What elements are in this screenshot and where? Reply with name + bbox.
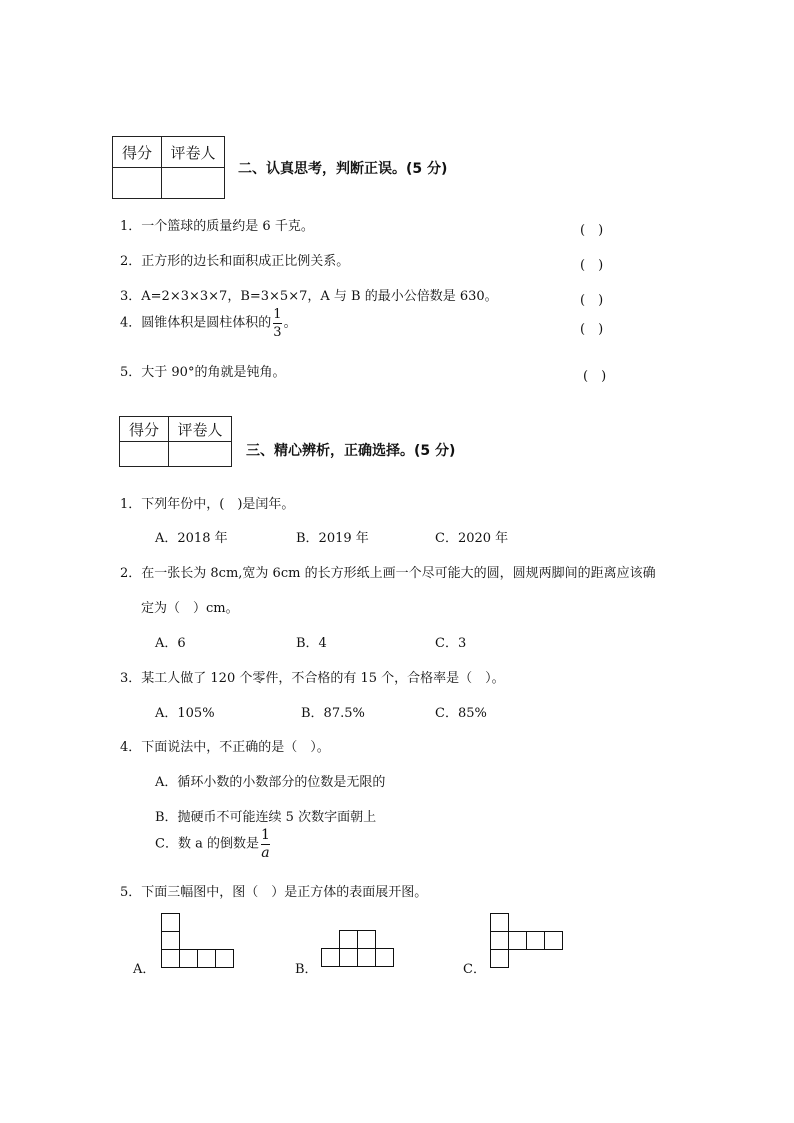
section-3-title: 三、精心辨析，正确选择。(5 分) xyxy=(246,443,456,459)
score-cell[interactable] xyxy=(113,168,162,199)
option-b[interactable]: B．2019 年 xyxy=(296,531,369,546)
option-a[interactable]: A．循环小数的小数部分的位数是无限的 xyxy=(155,775,386,790)
cube-net-figure-a xyxy=(161,913,236,970)
option-c[interactable]: C．2020 年 xyxy=(435,531,509,546)
question-number: 5． xyxy=(120,885,142,900)
item-text: 正方形的边长和面积成正比例关系。 xyxy=(141,254,350,269)
option-b[interactable]: B．87.5% xyxy=(301,706,365,721)
judge-item-5 xyxy=(120,365,285,381)
question-number: 2． xyxy=(120,566,142,581)
answer-bracket-2[interactable]: ( ) xyxy=(580,258,604,273)
question-text: 下列年份中，( )是闰年。 xyxy=(141,497,295,512)
choice-question-1 xyxy=(120,497,294,513)
option-b[interactable]: B．抛硬币不可能连续 5 次数字面朝上 xyxy=(155,810,377,825)
score-cell[interactable] xyxy=(120,442,169,467)
question-number: 4． xyxy=(120,740,142,755)
section-2-title: 二、认真思考，判断正误。(5 分) xyxy=(238,161,448,177)
option-a[interactable]: A．6 xyxy=(155,636,186,651)
choice-question-3 xyxy=(120,671,505,687)
answer-bracket-4[interactable]: ( ) xyxy=(580,322,604,337)
grader-cell[interactable] xyxy=(162,168,225,199)
judge-item-1 xyxy=(120,219,314,235)
item-number: 4． xyxy=(120,315,142,331)
option-c[interactable] xyxy=(155,828,270,861)
score-header-score: 得分 xyxy=(113,137,162,168)
judge-item-4: 4．圆锥体积是圆柱体积的 $\frac{1}{3}$ 。 xyxy=(120,307,297,340)
question-text: 在一张长为 8cm,宽为 6cm 的长方形纸上画一个尽可能大的圆，圆规两脚间的距离应该确 xyxy=(141,566,656,581)
score-header-score: 得分 xyxy=(120,417,169,442)
question-text-continued: 定为（ ）cm。 xyxy=(141,601,239,616)
item-text: 一个篮球的质量约是 6 千克。 xyxy=(141,219,314,234)
score-header-grader: 评卷人 xyxy=(169,417,232,442)
option-b[interactable]: B．4 xyxy=(296,636,327,651)
score-box-section-2 xyxy=(112,136,225,199)
fraction-one-over-a: $\frac{1}{a}$ xyxy=(260,827,270,861)
figure-label-c[interactable]: C． xyxy=(463,962,486,977)
fraction-one-third: $\frac{1}{3}$ xyxy=(273,307,282,340)
question-text: 某工人做了 120 个零件，不合格的有 15 个，合格率是（ ）。 xyxy=(141,671,505,686)
item-number: 5． xyxy=(120,365,142,380)
figure-label-b[interactable]: B． xyxy=(295,962,318,977)
option-c-text: C．数 a 的倒数是 xyxy=(155,836,259,852)
judge-item-2 xyxy=(120,254,349,270)
choice-question-2 xyxy=(120,566,656,582)
score-header-grader: 评卷人 xyxy=(162,137,225,168)
cube-net-figure-c xyxy=(490,913,565,970)
option-a[interactable]: A．105% xyxy=(155,706,215,721)
item-number: 3． xyxy=(120,289,142,304)
item-text: A=2×3×3×7，B=3×5×7，A 与 B 的最小公倍数是 630。 xyxy=(141,289,498,304)
choice-question-4 xyxy=(120,740,330,756)
answer-bracket-5[interactable]: ( ) xyxy=(583,369,607,384)
grader-cell[interactable] xyxy=(169,442,232,467)
question-text: 下面说法中，不正确的是（ ）。 xyxy=(141,740,330,755)
item-text: 圆锥体积是圆柱体积的 xyxy=(141,315,272,331)
item-text: 大于 90°的角就是钝角。 xyxy=(141,365,286,380)
item-number: 2． xyxy=(120,254,142,269)
item-number: 1． xyxy=(120,219,142,234)
option-a[interactable]: A．2018 年 xyxy=(155,531,228,546)
question-text: 下面三幅图中，图（ ）是正方体的表面展开图。 xyxy=(141,885,428,900)
answer-bracket-1[interactable]: ( ) xyxy=(580,223,604,238)
figure-label-a[interactable]: A． xyxy=(133,962,156,977)
question-number: 3． xyxy=(120,671,142,686)
choice-question-5 xyxy=(120,885,427,901)
option-c[interactable]: C．85% xyxy=(435,706,487,721)
question-number: 1． xyxy=(120,497,142,512)
cube-net-figure-b xyxy=(321,930,396,970)
option-c[interactable]: C．3 xyxy=(435,636,467,651)
score-box-section-3 xyxy=(119,416,232,467)
judge-item-3 xyxy=(120,289,498,305)
answer-bracket-3[interactable]: ( ) xyxy=(580,293,604,308)
